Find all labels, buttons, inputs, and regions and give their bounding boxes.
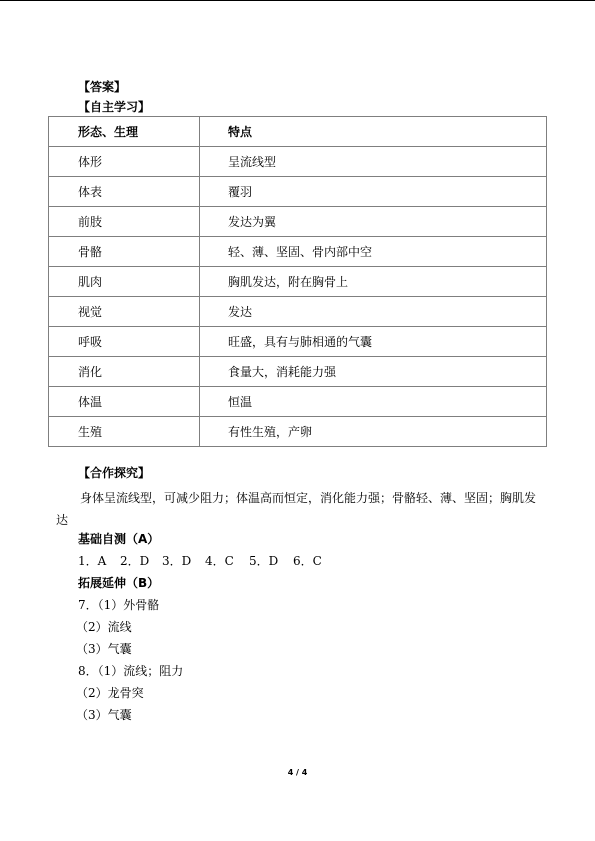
- table-cell: 食量大，消耗能力强: [200, 357, 547, 387]
- table-cell: 骨骼: [49, 237, 200, 267]
- basic-answers-line: [78, 553, 322, 569]
- table-cell: 视觉: [49, 297, 200, 327]
- table-header-row: [49, 117, 547, 147]
- table-cell: 轻、薄、坚固、骨内部中空: [200, 237, 547, 267]
- table-row: [49, 267, 547, 297]
- table-row: [49, 387, 547, 417]
- extension-answer: （3）气囊: [76, 708, 132, 722]
- table-cell: 呈流线型: [200, 147, 547, 177]
- cooperative-paragraph: 身体呈流线型，可减少阻力；体温高而恒定，消化能力强；骨骼轻、薄、坚固；胸肌发达: [56, 491, 537, 527]
- extension-answer: （2）流线: [76, 620, 132, 634]
- extension-answer: （2）龙骨突: [76, 686, 144, 700]
- answer-heading: 【答案】: [78, 80, 127, 94]
- table-row: [49, 297, 547, 327]
- table-cell: 胸肌发达，附在胸骨上: [200, 267, 547, 297]
- table-cell: 前肢: [49, 207, 200, 237]
- answer-item: 6．C: [293, 554, 322, 568]
- table-cell: 发达: [200, 297, 547, 327]
- extension-heading: 拓展延伸（B）: [78, 576, 160, 590]
- extension-answer: 7．（1）外骨骼: [78, 598, 160, 612]
- table-row: [49, 237, 547, 267]
- traits-table: [48, 116, 547, 447]
- answer-item: 3．D: [162, 554, 192, 568]
- self-study-heading: 【自主学习】: [78, 100, 151, 114]
- table-cell: 恒温: [200, 387, 547, 417]
- table-cell: 体表: [49, 177, 200, 207]
- table-cell: 旺盛，具有与肺相通的气囊: [200, 327, 547, 357]
- table-row: [49, 177, 547, 207]
- top-rule: [0, 0, 595, 1]
- basic-test-heading: 基础自测（A）: [78, 532, 160, 546]
- table-row: [49, 147, 547, 177]
- table-header-cell: 形态、生理: [49, 117, 200, 147]
- table-cell: 消化: [49, 357, 200, 387]
- extension-answer: （3）气囊: [76, 642, 132, 656]
- table-row: [49, 357, 547, 387]
- page-number: 4 / 4: [287, 768, 308, 777]
- table-row: [49, 417, 547, 447]
- table-cell: 生殖: [49, 417, 200, 447]
- table-cell: 发达为翼: [200, 207, 547, 237]
- table-cell: 呼吸: [49, 327, 200, 357]
- table-cell: 体形: [49, 147, 200, 177]
- table-cell: 覆羽: [200, 177, 547, 207]
- table-row: [49, 327, 547, 357]
- cooperative-heading: 【合作探究】: [78, 466, 151, 480]
- answer-item: 4．C: [205, 554, 234, 568]
- table-cell: 肌肉: [49, 267, 200, 297]
- answer-item: 2．D: [120, 554, 150, 568]
- answer-item: 1．A: [78, 554, 107, 568]
- extension-answer: 8．（1）流线；阻力: [78, 664, 184, 678]
- table-row: [49, 207, 547, 237]
- answer-item: 5．D: [249, 554, 279, 568]
- table-header-cell: 特点: [200, 117, 547, 147]
- table-cell: 体温: [49, 387, 200, 417]
- table-cell: 有性生殖，产卵: [200, 417, 547, 447]
